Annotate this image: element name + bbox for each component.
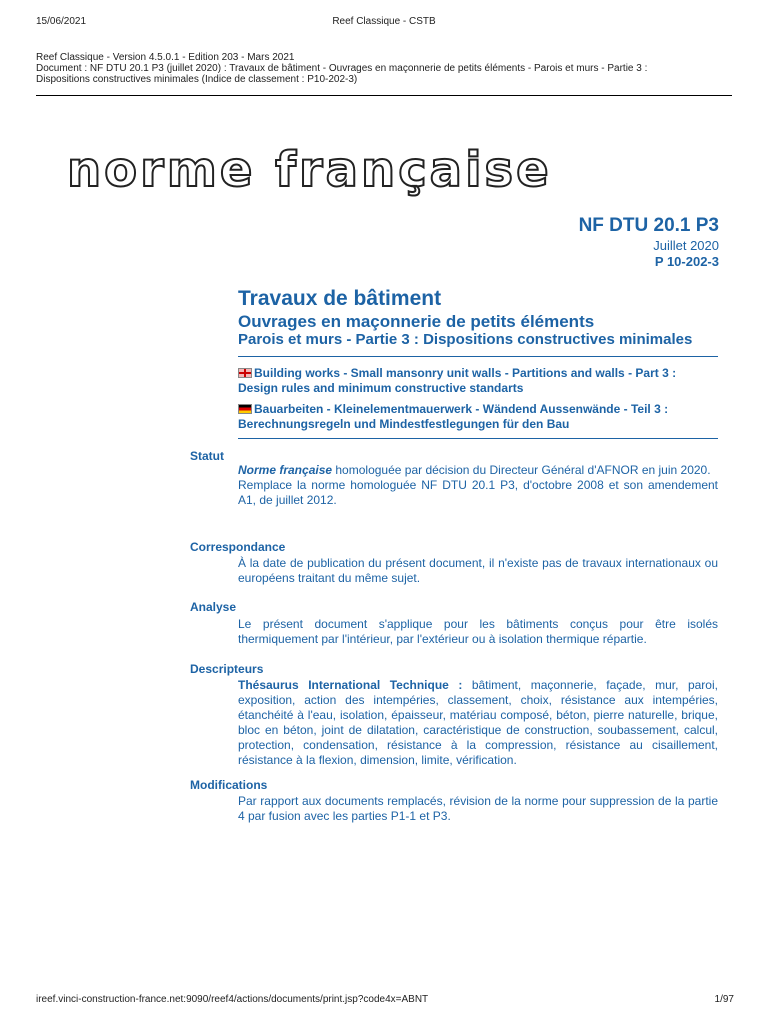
- meta-document: Document : NF DTU 20.1 P3 (juillet 2020) : Travaux de bâtiment - Ouvrages en maçonnerie de petits éléments - Parois et murs - Partie 3 :: [36, 63, 648, 74]
- section-heading-statut: Statut: [190, 449, 224, 463]
- section-heading-analyse: Analyse: [190, 600, 237, 614]
- divider: [238, 438, 718, 439]
- section-heading-descripteurs: Descripteurs: [190, 662, 264, 676]
- uk-flag-icon: [238, 368, 252, 378]
- title-german: Bauarbeiten - Kleinelementmauerwerk - Wändend Aussenwände - Teil 3 : Berechnungsregeln und Mindestfestlegungen für den Bau: [238, 402, 669, 431]
- section-body-correspondance: À la date de publication du présent document, il n'existe pas de travaux internationaux ou européens traitant du même sujet.: [238, 556, 718, 585]
- title-sub: Ouvrages en maçonnerie de petits éléments: [238, 312, 595, 331]
- document-date: Juillet 2020: [653, 238, 719, 253]
- title-main: Travaux de bâtiment: [238, 287, 442, 310]
- meta-version: Reef Classique - Version 4.5.0.1 - Edition 203 - Mars 2021: [36, 52, 295, 63]
- section-body-analyse: Le présent document s'applique pour les bâtiments conçus pour être isolés thermiquement par l'intérieur, par l'extérieur ou à isolation thermique répartie.: [238, 617, 718, 646]
- title-part: Parois et murs - Partie 3 : Dispositions constructives minimales: [238, 331, 693, 348]
- print-date: 15/06/2021: [36, 16, 87, 27]
- document-classement: P 10-202-3: [654, 254, 719, 269]
- section-body-descripteurs: Thésaurus International Technique : bâtiment, maçonnerie, façade, mur, paroi, exposition, action des intempéries, classement, choix, résistance aux intempéries, étanchéité à l'eau, isolation, épaisseur, matériau composé, béton, pierre naturelle, brique, bloc en béton, joint de dilatation, caractéristique de construction, soubassement, calcul, protection, condensation, résistance à la compression, résistance au cisaillement, résistance à la flexion, dimension, limite, vérification.: [238, 678, 718, 767]
- section-heading-modifications: Modifications: [190, 778, 268, 792]
- page-number: 1/97: [714, 994, 734, 1005]
- section-body-statut: Norme française homologuée par décision du Directeur Général d'AFNOR en juin 2020. Remplace la norme homologuée NF DTU 20.1 P3, d'octobre 2008 et son amendement A1, de juillet 2012.: [238, 463, 718, 507]
- section-heading-correspondance: Correspondance: [190, 540, 286, 554]
- divider: [238, 356, 718, 357]
- document-code: NF DTU 20.1 P3: [578, 215, 719, 236]
- divider: [36, 95, 732, 96]
- print-title: Reef Classique - CSTB: [332, 16, 436, 27]
- footer-url: ireef.vinci-construction-france.net:9090/reef4/actions/documents/print.jsp?code4x=ABNT: [36, 994, 429, 1005]
- document-meta: [36, 52, 736, 85]
- norme-logo-text: norme française: [67, 142, 552, 198]
- meta-classement: Dispositions constructives minimales (Indice de classement : P10-202-3): [36, 74, 358, 85]
- german-flag-icon: [238, 404, 252, 414]
- section-body-modifications: Par rapport aux documents remplacés, révision de la norme pour suppression de la partie 4 par fusion avec les parties P1-1 et P3.: [238, 794, 718, 823]
- title-english: Building works - Small mansonry unit walls - Partitions and walls - Part 3 : Design rules and minimum constructive standarts: [238, 366, 677, 395]
